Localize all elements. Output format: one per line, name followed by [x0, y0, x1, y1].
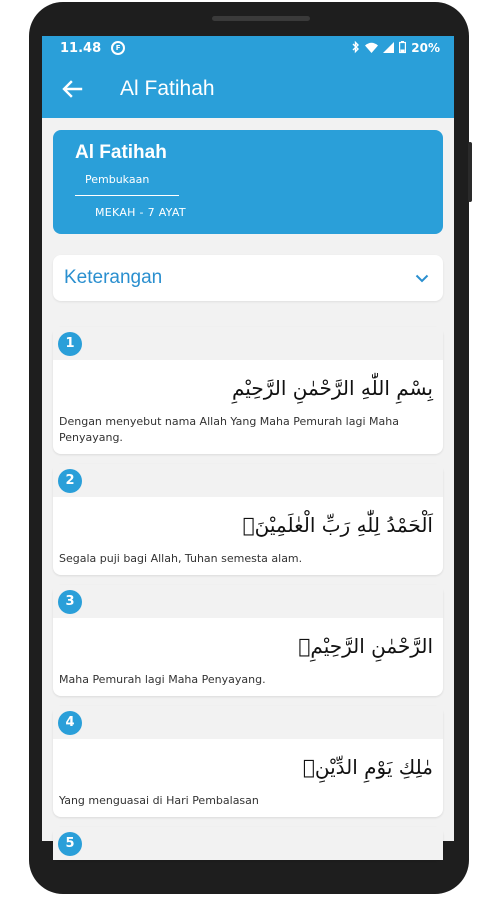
keterangan-label: Keterangan — [64, 267, 163, 288]
surah-meaning: Pembukaan — [85, 173, 150, 186]
ayat-body — [53, 360, 443, 454]
ayat-card[interactable] — [53, 327, 443, 454]
status-time: 11.48 — [60, 40, 102, 56]
ayat-translation: Maha Pemurah lagi Maha Penyayang. — [59, 673, 266, 686]
ayat-arabic-text: الرَّحْمٰنِ الرَّحِيْمِۙ — [298, 634, 433, 658]
ayat-translation: Segala puji bagi Allah, Tuhan semesta alam. — [59, 552, 303, 565]
ayat-list — [53, 327, 443, 860]
ayat-header — [53, 706, 443, 739]
status-bar — [42, 36, 454, 60]
app-screen — [42, 36, 454, 851]
ayat-number-badge: 2 — [58, 469, 82, 493]
ayat-card[interactable] — [53, 585, 443, 696]
app-bar — [42, 60, 454, 118]
ayat-card[interactable] — [53, 706, 443, 817]
ayat-translation: Dengan menyebut nama Allah Yang Maha Pemurah lagi Maha Penyayang. — [59, 415, 399, 444]
speaker-grille — [212, 16, 310, 21]
surah-name: Al Fatihah — [75, 142, 167, 163]
bluetooth-icon — [352, 41, 360, 55]
side-button — [468, 142, 472, 202]
circle-f-icon: F — [111, 41, 125, 55]
ayat-header — [53, 464, 443, 497]
main-content — [42, 118, 454, 860]
ayat-header — [53, 327, 443, 360]
chevron-down-icon[interactable] — [415, 271, 429, 285]
ayat-number-badge: 5 — [58, 832, 82, 856]
surah-info: MEKAH - 7 AYAT — [95, 206, 186, 219]
ayat-card[interactable] — [53, 464, 443, 575]
ayat-body — [53, 497, 443, 575]
ayat-arabic-text: بِسْمِ اللّٰهِ الرَّحْمٰنِ الرَّحِيْمِ — [231, 376, 433, 400]
ayat-number-badge: 4 — [58, 711, 82, 735]
ayat-header — [53, 585, 443, 618]
page-title: Al Fatihah — [120, 77, 215, 100]
battery-percent: 20% — [411, 41, 440, 55]
ayat-arabic-text: اَلْحَمْدُ لِلّٰهِ رَبِّ الْعٰلَمِيْنَۙ — [242, 513, 433, 537]
keterangan-dropdown[interactable] — [53, 255, 443, 301]
signal-icon — [383, 42, 394, 55]
wifi-icon — [365, 42, 378, 55]
battery-icon — [399, 41, 406, 55]
surah-header-card — [53, 130, 443, 234]
surah-divider — [75, 195, 179, 196]
ayat-number-badge: 3 — [58, 590, 82, 614]
ayat-arabic-text: مٰلِكِ يَوْمِ الدِّيْنِۗ — [302, 755, 433, 779]
ayat-number-badge: 1 — [58, 332, 82, 356]
ayat-body — [53, 618, 443, 696]
arrow-left-icon[interactable] — [62, 78, 84, 100]
ayat-translation: Yang menguasai di Hari Pembalasan — [59, 794, 259, 807]
ayat-body — [53, 739, 443, 817]
ayat-card[interactable] — [53, 827, 443, 860]
ayat-header — [53, 827, 443, 860]
